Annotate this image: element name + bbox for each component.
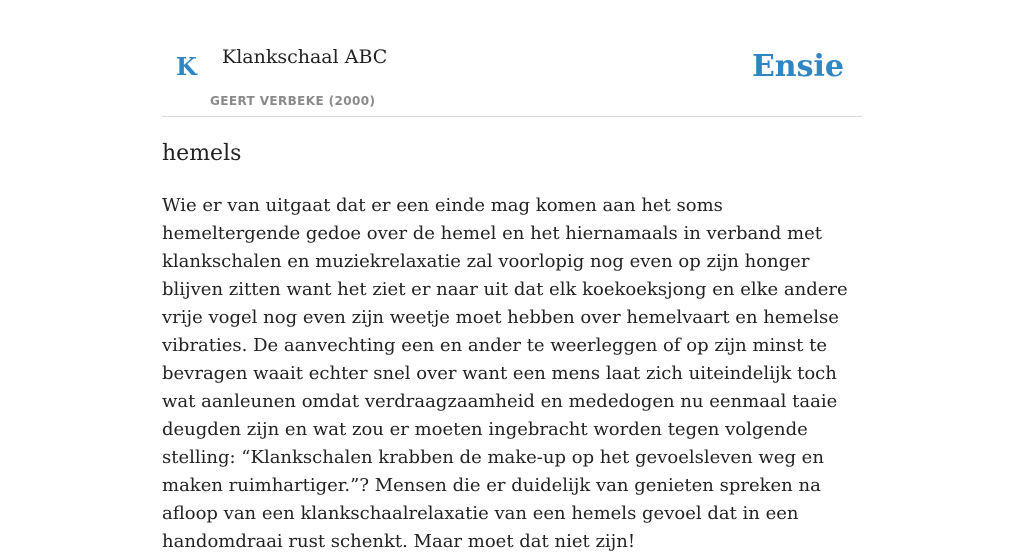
brand-logo[interactable]: Ensie [751,49,844,84]
book-logo[interactable]: K [176,52,197,81]
book-title[interactable]: Klankschaal ABC [222,46,388,68]
entry-title: hemels [162,141,242,166]
author-byline: GEERT VERBEKE (2000) [210,94,376,108]
entry-body: Wie er van uitgaat dat er een einde mag komen aan het soms hemeltergende gedoe over de hemel en het hiernamaals in verband met klankschalen en muziekrelaxatie zal voorlopig nog even op zijn honger blijven zitten want het ziet er naar uit dat elk koekoeksjong en elke andere vrije vogel nog even zijn weetje moet hebben over hemelvaart en hemelse vibraties. De aanvechting een en ander te weerleggen of op zijn minst te bevragen waait echter snel over want een mens laat zich uiteindelijk toch wat aanleunen omdat verdraagzaamheid en mededogen nu eenmaal taaie deugden zijn en wat zou er moeten ingebracht worden tegen volgende stelling: “Klankschalen krabben de make-up op het gevoelsleven weg en maken ruimhartiger.”? Mensen die er duidelijk van genieten spreken na afloop van een klankschaalrelaxatie van een hemels gevoel dat in een handomdraai rust schenkt. Maar moet dat niet zijn! [162,195,848,552]
header [162,0,862,117]
